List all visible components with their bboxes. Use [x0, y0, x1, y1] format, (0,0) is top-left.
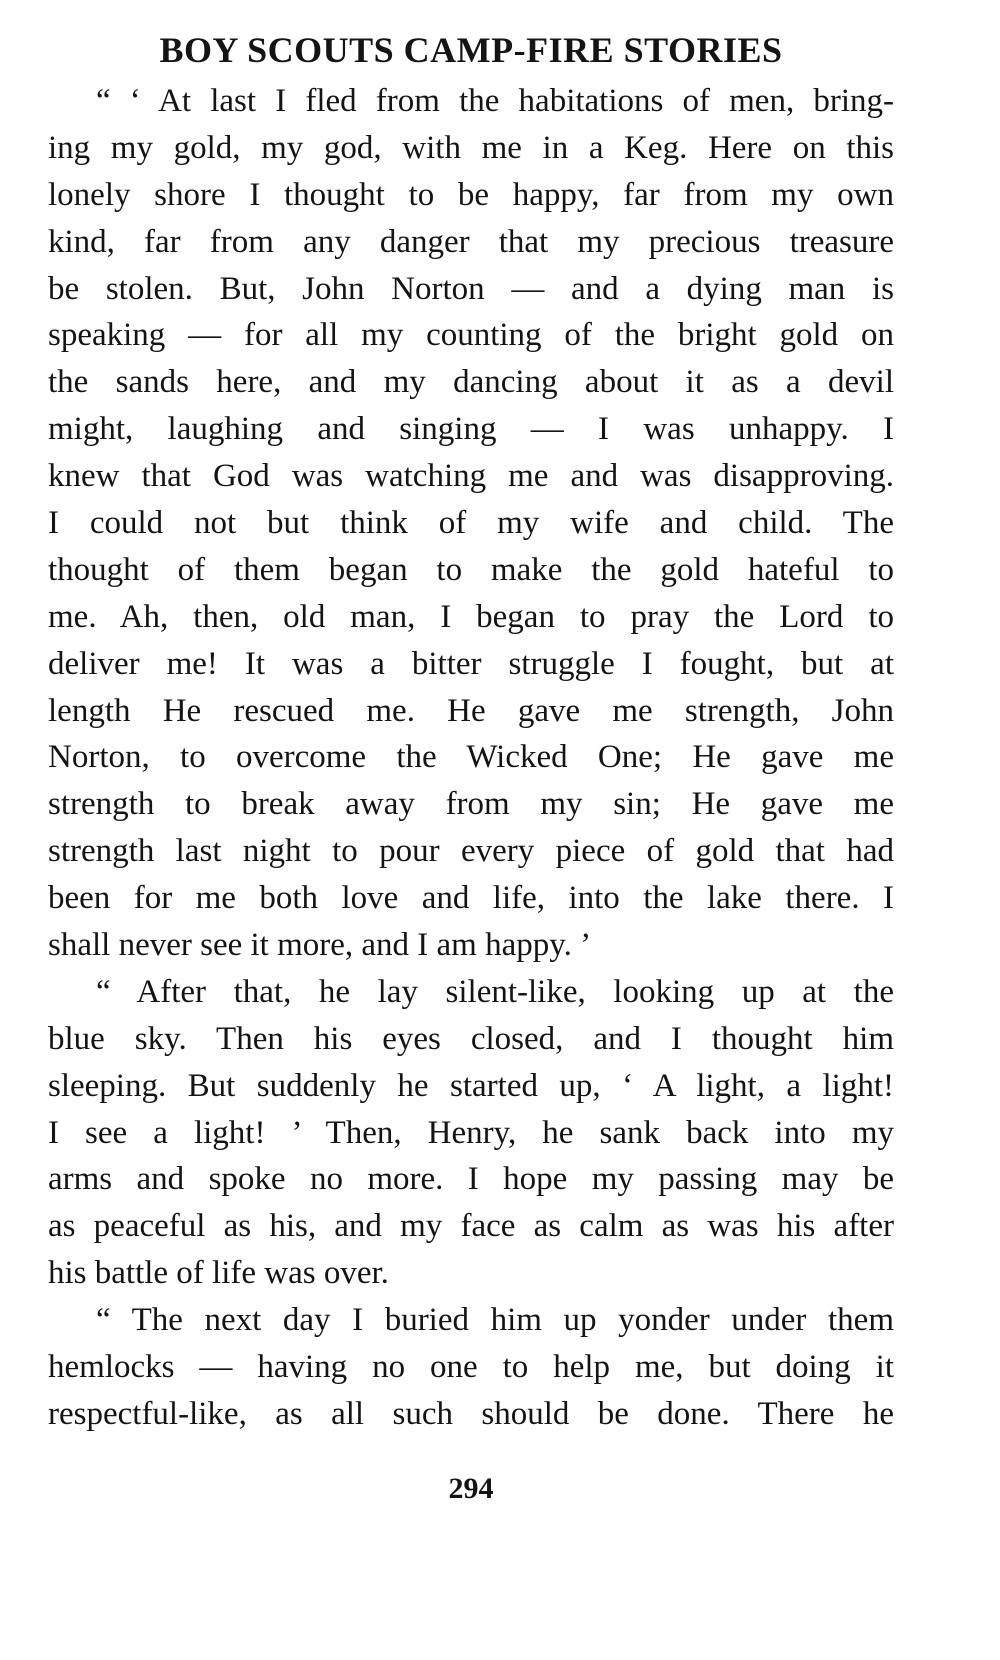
body-text: [48, 78, 894, 1438]
text-line: knew that God was watching me and was disapproving.: [48, 458, 894, 495]
text-line: been for me both love and life, into the lake there. I: [48, 880, 894, 917]
page-number: 294: [448, 1472, 494, 1505]
text-line: might, laughing and singing — I was unhappy. I: [48, 411, 894, 448]
text-line: blue sky. Then his eyes closed, and I thought him: [48, 1020, 894, 1057]
text-line: strength last night to pour every piece of gold that had: [48, 833, 894, 870]
text-line: kind, far from any danger that my precious treasure: [48, 223, 894, 260]
running-head: BOY SCOUTS CAMP-FIRE STORIES: [159, 30, 783, 70]
text-line: speaking — for all my counting of the bright gold on: [48, 317, 894, 354]
text-line: thought of them began to make the gold hateful to: [48, 551, 894, 588]
text-line: “ ‘ At last I fled from the habitations of men, bring-: [96, 83, 894, 119]
text-line: shall never see it more, and I am happy. ’: [48, 927, 592, 964]
paragraph-3: [48, 1297, 894, 1438]
text-line: I could not but think of my wife and child. The: [48, 505, 894, 542]
text-line: length He rescued me. He gave me strength, John: [48, 692, 894, 729]
text-line: sleeping. But suddenly he started up, ‘ A light, a light!: [48, 1067, 894, 1104]
text-line: strength to break away from my sin; He gave me: [48, 786, 894, 823]
text-line: lonely shore I thought to be happy, far from my own: [48, 176, 894, 213]
text-line: “ The next day I buried him up yonder under them: [96, 1302, 894, 1339]
text-line: his battle of life was over.: [48, 1255, 389, 1292]
text-line: as peaceful as his, and my face as calm as was his after: [48, 1208, 894, 1245]
text-line: arms and spoke no more. I hope my passing may be: [48, 1161, 894, 1198]
text-line: be stolen. But, John Norton — and a dying man is: [48, 270, 894, 307]
text-line: the sands here, and my dancing about it as a devil: [48, 364, 894, 401]
text-line: “ After that, he lay silent-like, looking up at the: [96, 973, 894, 1010]
text-line: ing my gold, my god, with me in a Keg. Here on this: [48, 129, 894, 166]
text-line: deliver me! It was a bitter struggle I fought, but at: [48, 645, 894, 682]
book-page: [48, 20, 894, 1640]
paragraph-2: [48, 969, 894, 1297]
text-line: I see a light! ’ Then, Henry, he sank back into my: [48, 1114, 894, 1151]
text-line: hemlocks — having no one to help me, but doing it: [48, 1349, 894, 1386]
text-line: Norton, to overcome the Wicked One; He gave me: [48, 739, 894, 776]
text-line: me. Ah, then, old man, I began to pray the Lord to: [48, 598, 894, 635]
paragraph-1: [48, 78, 894, 969]
text-line: respectful-like, as all such should be done. There he: [48, 1395, 894, 1432]
